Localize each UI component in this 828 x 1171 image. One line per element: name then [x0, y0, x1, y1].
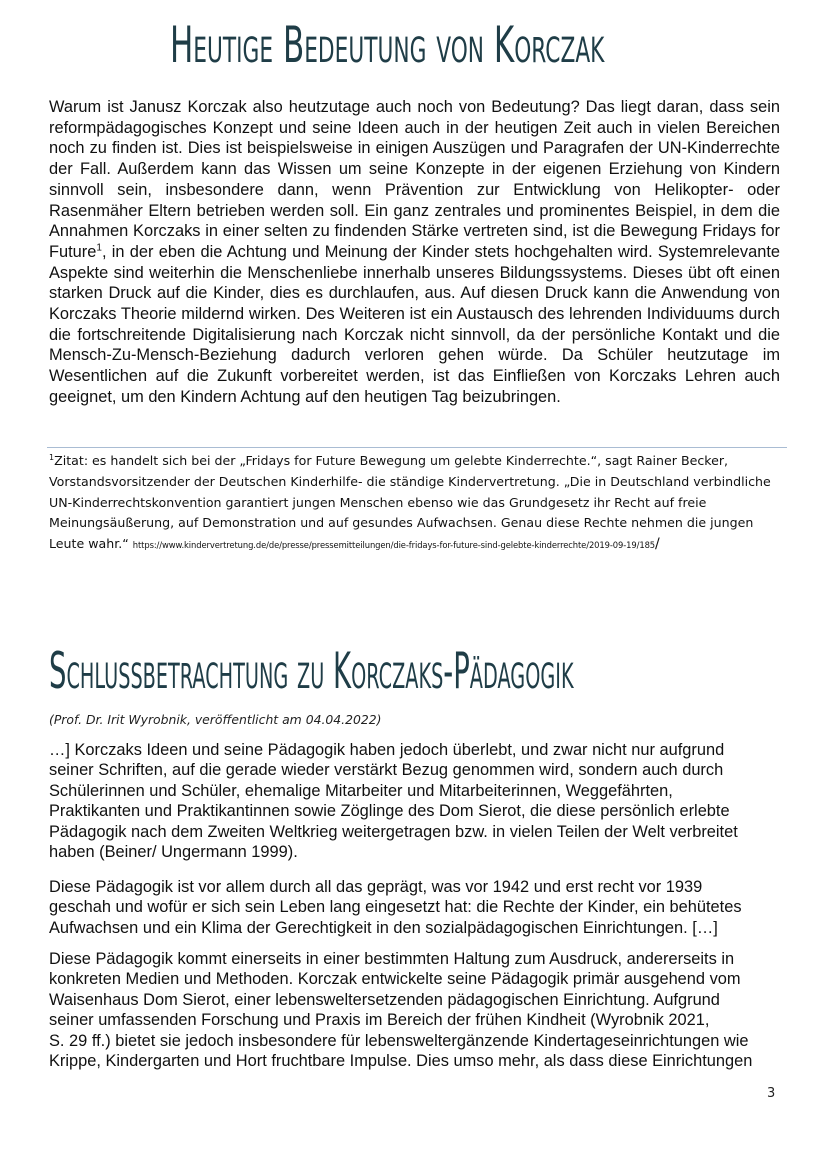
- footnote-reference[interactable]: 1: [96, 242, 102, 254]
- section-heading-heutige-bedeutung: Heutige Bedeutung von Korczak: [170, 16, 605, 74]
- paragraph-text-part2: , in der eben die Achtung und Meinung der Kinder stets hochgehalten wird. Systemrelevante Aspekte sind weiterhin die Menschenliebe innerhalb unseres Bildungssystems. Dieses übt oft einen starken Druck auf die Kinder, dies es durchlaufen, aus. Auf diesen Druck kann die Anwendung von Korczaks Theorie mildernd wirken. Des Weiteren ist ein Austausch des lehrenden Individuums durch die fortschreitende Digitalisierung nach Korczak nicht sinnvoll, da der persönliche Kontakt und die Mensch-Zu-Mensch-Beziehung dadurch verloren gehen würde. Da Schüler heutzutage im Wesentlichen auf die Zukunft vorbereitet werden, ist das Einfließen von Korczaks Lehren auch geeignet, um den Kindern Achtung auf den heutigen Tag beizubringen.: [49, 242, 780, 406]
- text-line: seiner Schriften, auf die gerade wieder verstärkt Bezug genommen wird, sondern auch durch: [49, 761, 724, 780]
- text-line: Krippe, Kindergarten und Hort fruchtbare Impulse. Dies umso mehr, als dass diese Einrichtungen: [49, 1052, 753, 1071]
- paragraph-schluss-2: [49, 877, 789, 938]
- footnote-text: Zitat: es handelt sich bei der „Fridays for Future Bewegung um gelebte Kinderrechte.“, sagt Rainer Becker, Vorstandsvorsitzender der Deutschen Kinderhilfe- die ständige Kindervertretung. „Die in Deutschland verbindliche UN-Kinderrechtskonvention garantiert jungen Menschen ebenso wie das Grundgesetz ihr Recht auf freie Meinungsäußerung, auf Demonstration und auf gesundes Aufwachsen. Genau diese Rechte nehmen die jungen Leute wahr.“: [49, 453, 771, 552]
- text-line: seiner umfassenden Forschung und Praxis im Bereich der frühen Kindheit (Wyrobnik 2021,: [49, 1011, 710, 1030]
- footnote-marker: 1: [49, 452, 55, 462]
- text-line: Diese Pädagogik ist vor allem durch all das geprägt, was vor 1942 und erst recht vor 1939: [49, 878, 703, 896]
- text-line: Schülerinnen und Schüler, ehemalige Mitarbeiter und Mitarbeiterinnen, Weggefährten,: [49, 781, 673, 800]
- paragraph-heutige-bedeutung: [49, 97, 780, 408]
- footnote-trailing-slash: /: [655, 536, 660, 553]
- text-line: Pädagogik nach dem Zweiten Weltkrieg weitergetragen bzw. in vielen Teilen der Welt verbreitet: [49, 822, 738, 841]
- text-line: haben (Beiner/ Ungermann 1999).: [49, 843, 298, 862]
- text-line: Waisenhaus Dom Sierot, einer lebensweltersetzenden pädagogischen Einrichtung. Aufgrund: [49, 990, 720, 1009]
- footnote-separator: [47, 447, 787, 448]
- text-line: konkreten Medien und Methoden. Korczak entwickelte seine Pädagogik primär ausgehend vom: [49, 970, 741, 989]
- byline: (Prof. Dr. Irit Wyrobnik, veröffentlicht am 04.04.2022): [49, 712, 382, 727]
- text-line: geschah und wofür er sich sein Leben lang eingesetzt hat: die Rechte der Kinder, ein behütetes: [49, 898, 742, 917]
- section-heading-schlussbetrachtung: Schlussbetrachtung zu Korczaks-Pädagogik: [49, 642, 574, 700]
- paragraph-schluss-1: [49, 740, 789, 862]
- text-line: Aufwachsen und ein Klima der Gerechtigkeit in den sozialpädagogischen Einrichtungen. […]: [49, 918, 718, 937]
- text-line: S. 29 ff.) bietet sie jedoch insbesondere für lebensweltergänzende Kindertageseinrichtungen wie: [49, 1031, 749, 1050]
- text-line: …] Korczaks Ideen und seine Pädagogik haben jedoch überlebt, und zwar nicht nur aufgrund: [49, 741, 725, 759]
- paragraph-text-part1: Warum ist Janusz Korczak also heutzutage auch noch von Bedeutung? Das liegt daran, dass sein reformpädagogisches Konzept und seine Ideen auch in der heutigen Zeit auch in vielen Bereichen noch zu finden ist. Dies ist beispielsweise in einigen Auszügen und Paragrafen der UN-Kinderrechte der Fall. Außerdem kann das Wissen um seine Konzepte in der eigenen Erziehung von Kindern sinnvoll sein, insbesondere dann, wenn Prävention zur Entwicklung von Helikopter- oder Rasenmäher Eltern betrieben werden soll. Ein ganz zentrales und prominentes Beispiel, in dem die Annahmen Korczaks in einer selten zu findenden Stärke vertreten sind, ist die Bewegung Fridays for Future: [49, 98, 780, 261]
- page-number: 3: [767, 1086, 776, 1101]
- text-line: Diese Pädagogik kommt einerseits in einer bestimmten Haltung zum Ausdruck, andererseits in: [49, 950, 735, 968]
- text-line: Praktikanten und Praktikantinnen sowie Zöglinge des Dom Sierot, die diese persönlich erlebte: [49, 802, 730, 821]
- footnote: [49, 451, 789, 556]
- paragraph-schluss-3: [49, 949, 789, 1071]
- footnote-url-link[interactable]: https://www.kindervertretung.de/de/presse/pressemitteilungen/die-fridays-for-future-sind-gelebte-kinderrechte/2019-09-19/185: [132, 540, 656, 551]
